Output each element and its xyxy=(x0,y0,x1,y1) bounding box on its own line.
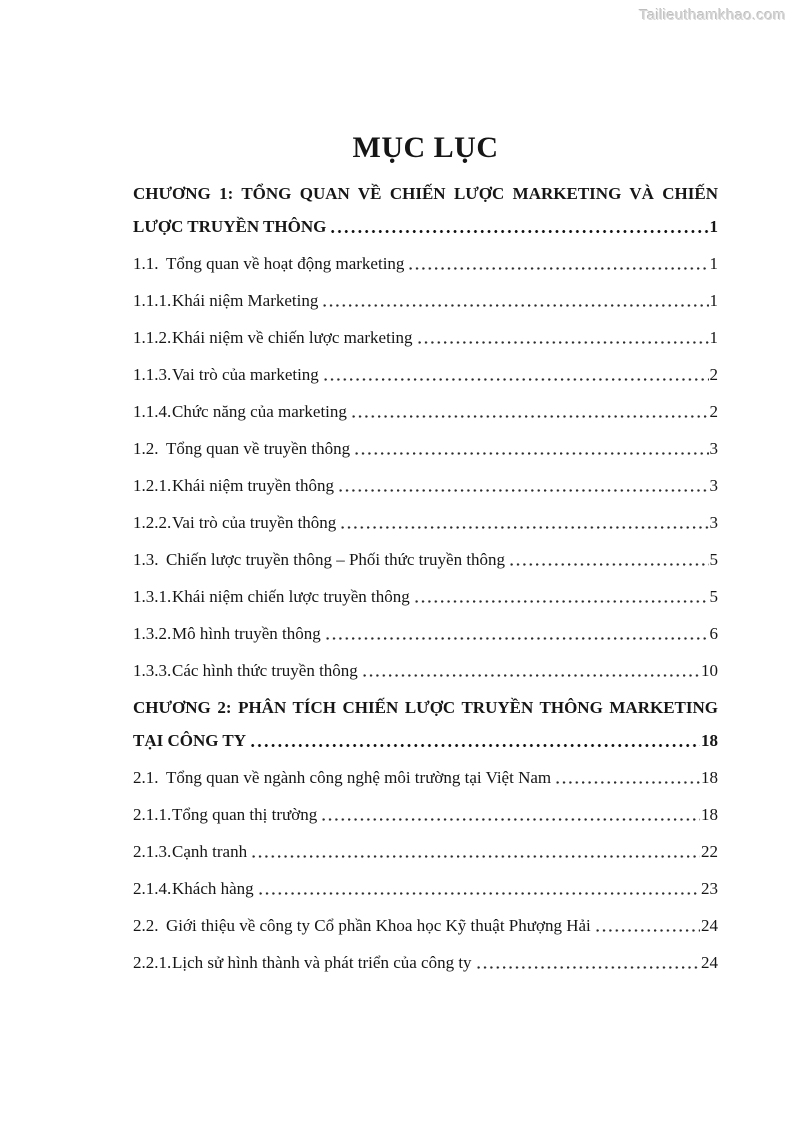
toc-entry-label: Các hình thức truyền thông xyxy=(172,661,358,680)
toc-entry-number: 2.2. xyxy=(133,916,159,935)
dot-leader xyxy=(352,413,709,420)
toc-entry-label: Khách hàng xyxy=(172,879,254,898)
toc-entry-label: Giới thiệu về công ty Cổ phần Khoa học Kỹ thuật Phượng Hải xyxy=(166,916,591,935)
toc-entry-number: 2.1.3. xyxy=(133,842,172,861)
toc-entry-number: 1.1. xyxy=(133,254,159,273)
dot-leader xyxy=(323,302,708,309)
dot-leader xyxy=(324,376,709,383)
toc-entry xyxy=(133,660,718,682)
toc-entry-row xyxy=(133,586,718,608)
dot-leader xyxy=(331,228,708,235)
page-number: 18 xyxy=(701,731,718,750)
toc-entry-number: 1.1.2. xyxy=(133,328,172,347)
toc-entry-label: Lịch sử hình thành và phát triển của công ty xyxy=(172,953,472,972)
page-number: 3 xyxy=(709,439,718,458)
toc-entry-number: 1.3. xyxy=(133,550,159,569)
dot-leader xyxy=(477,964,700,971)
toc-entry-row xyxy=(133,623,718,645)
toc-entry-label: Vai trò của marketing xyxy=(172,365,319,384)
toc-entry-row xyxy=(133,660,718,682)
toc-chapter-line: CHƯƠNG 2: PHÂN TÍCH CHIẾN LƯỢC TRUYỀN THÔNG MARKETING xyxy=(133,698,718,717)
page-number: 3 xyxy=(709,513,718,532)
toc-entry xyxy=(133,804,718,826)
toc-entry-row xyxy=(133,767,718,789)
toc-entry xyxy=(133,841,718,863)
page-number: 1 xyxy=(709,328,718,347)
toc-entry-row xyxy=(133,549,718,571)
toc-entry-row xyxy=(133,475,718,497)
toc-entry xyxy=(133,364,718,386)
toc-entry-number: 1.1.3. xyxy=(133,365,172,384)
toc-entry xyxy=(133,623,718,645)
toc-entry-label: Tổng quan thị trường xyxy=(172,805,318,824)
page-number: 18 xyxy=(701,805,718,824)
toc-entry-row xyxy=(133,438,718,460)
toc-entry-label: Tổng quan về truyền thông xyxy=(166,439,351,458)
toc-entry-number: 2.2.1. xyxy=(133,953,172,972)
toc-entry-label: Tổng quan về ngành công nghệ môi trường tại Việt Nam xyxy=(166,768,552,787)
toc-entry xyxy=(133,290,718,312)
dot-leader xyxy=(252,853,700,860)
toc-entry-label: Cạnh tranh xyxy=(172,842,248,861)
dot-leader xyxy=(596,927,700,934)
toc-entry-row xyxy=(133,841,718,863)
page-number: 5 xyxy=(709,587,718,606)
page-number: 18 xyxy=(701,768,718,787)
toc-entry-label: Tổng quan về hoạt động marketing xyxy=(166,254,405,273)
dot-leader xyxy=(415,598,709,605)
dot-leader xyxy=(510,561,708,568)
toc-chapter-line: CHƯƠNG 1: TỔNG QUAN VỀ CHIẾN LƯỢC MARKETING VÀ CHIẾN xyxy=(133,184,718,203)
toc-entry-number: 2.1. xyxy=(133,768,159,787)
page-number: 24 xyxy=(701,916,718,935)
dot-leader xyxy=(363,672,700,679)
dot-leader xyxy=(259,890,700,897)
toc-entry-label: Khái niệm truyền thông xyxy=(172,476,334,495)
dot-leader xyxy=(341,524,708,531)
toc-entry-number: 1.3.3. xyxy=(133,661,172,680)
toc-entry-row xyxy=(133,915,718,937)
toc-entry-number: 1.3.1. xyxy=(133,587,172,606)
toc-entry-row xyxy=(133,253,718,275)
toc-entry-label: Khái niệm về chiến lược marketing xyxy=(172,328,413,347)
toc-entry-label: Khái niệm Marketing xyxy=(172,291,319,310)
toc-entry-number: 1.2.2. xyxy=(133,513,172,532)
page-number: 5 xyxy=(709,550,718,569)
toc-entry-row xyxy=(133,512,718,534)
dot-leader xyxy=(355,450,708,457)
page-content xyxy=(133,0,718,989)
toc-entry-row xyxy=(133,364,718,386)
toc-entry-label: TẠI CÔNG TY xyxy=(133,731,247,750)
toc-chapter-row xyxy=(133,216,718,238)
toc-entry-label: Chức năng của marketing xyxy=(172,402,347,421)
page-number: 22 xyxy=(701,842,718,861)
page-number: 24 xyxy=(701,953,718,972)
toc-entry xyxy=(133,586,718,608)
toc-entry xyxy=(133,915,718,937)
toc-entry-row xyxy=(133,401,718,423)
toc-entry xyxy=(133,549,718,571)
toc-entry xyxy=(133,512,718,534)
toc-entry xyxy=(133,878,718,900)
page-number: 1 xyxy=(709,254,718,273)
toc-entry xyxy=(133,327,718,349)
toc-entry-label: LƯỢC TRUYỀN THÔNG xyxy=(133,217,327,236)
toc-entry-label: Khái niệm chiến lược truyền thông xyxy=(172,587,410,606)
page-number: 23 xyxy=(701,879,718,898)
toc-entry xyxy=(133,767,718,789)
toc-entry-label: Chiến lược truyền thông – Phối thức truyền thông xyxy=(166,550,506,569)
toc-entry-number: 2.1.4. xyxy=(133,879,172,898)
toc-entry-number: 2.1.1. xyxy=(133,805,172,824)
dot-leader xyxy=(251,742,700,749)
toc-entry-row xyxy=(133,878,718,900)
toc-entry-number: 1.1.1. xyxy=(133,291,172,310)
toc-entry-number: 1.1.4. xyxy=(133,402,172,421)
toc-entry xyxy=(133,253,718,275)
dot-leader xyxy=(556,779,700,786)
dot-leader xyxy=(409,265,708,272)
page-number: 3 xyxy=(709,476,718,495)
toc-entry-row xyxy=(133,952,718,974)
watermark: Tailieuthamkhao.com xyxy=(639,7,786,24)
toc-entry-label: Mô hình truyền thông xyxy=(172,624,321,643)
page-number: 10 xyxy=(701,661,718,680)
dot-leader xyxy=(418,339,709,346)
page-title: MỤC LỤC xyxy=(352,131,499,164)
page-number: 6 xyxy=(709,624,718,643)
toc-entry xyxy=(133,697,718,752)
toc-entry xyxy=(133,183,718,238)
toc-entry xyxy=(133,952,718,974)
toc-entry-number: 1.2.1. xyxy=(133,476,172,495)
toc-entry xyxy=(133,401,718,423)
toc-list xyxy=(133,183,718,974)
toc-entry-number: 1.3.2. xyxy=(133,624,172,643)
page-number: 2 xyxy=(709,365,718,384)
toc-entry-number: 1.2. xyxy=(133,439,159,458)
toc-entry xyxy=(133,438,718,460)
toc-entry xyxy=(133,475,718,497)
dot-leader xyxy=(339,487,709,494)
page-number: 1 xyxy=(709,291,718,310)
toc-entry-label: Vai trò của truyền thông xyxy=(172,513,337,532)
toc-chapter-row xyxy=(133,730,718,752)
toc-entry-row xyxy=(133,804,718,826)
toc-entry-row xyxy=(133,290,718,312)
toc-entry-row xyxy=(133,327,718,349)
dot-leader xyxy=(326,635,709,642)
dot-leader xyxy=(322,816,700,823)
page-number: 1 xyxy=(709,217,718,236)
page-number: 2 xyxy=(709,402,718,421)
